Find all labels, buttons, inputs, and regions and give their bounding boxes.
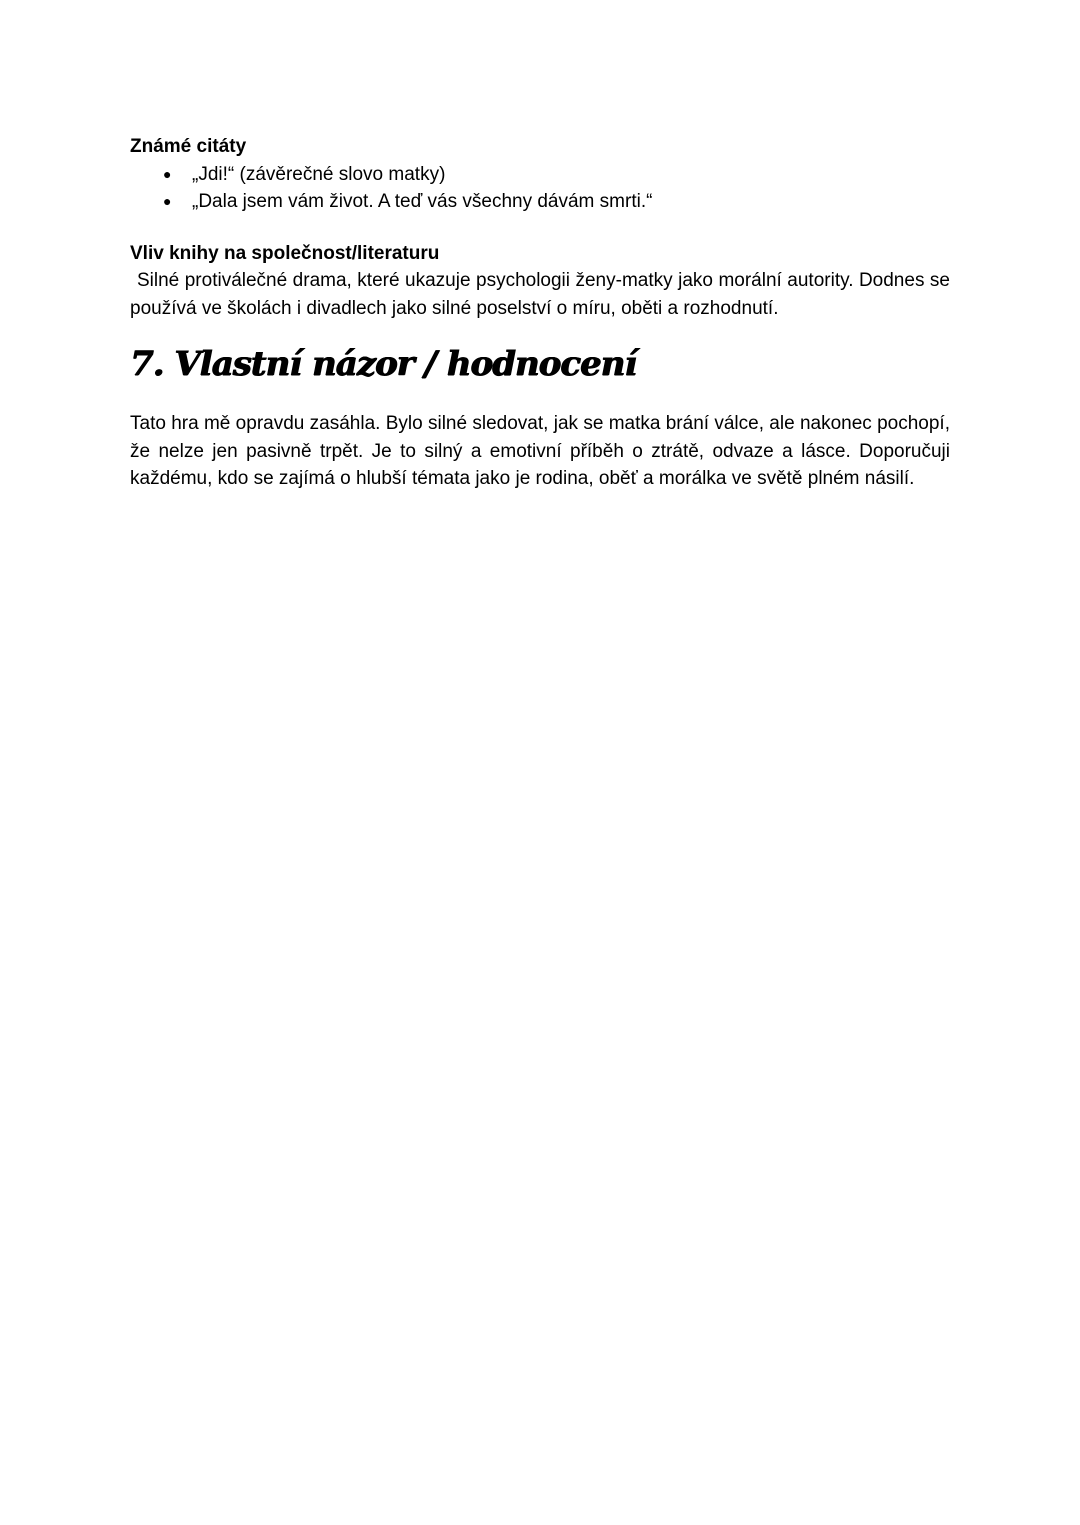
quote-text: „Jdi!“ (závěrečné slovo matky) <box>192 163 446 185</box>
list-item <box>130 188 950 216</box>
opinion-section-heading: 7. Vlastní názor / hodnocení <box>130 344 637 384</box>
bullet-icon: ● <box>163 165 172 182</box>
list-item <box>130 161 950 189</box>
known-quotes-heading: Známé citáty <box>130 136 247 157</box>
bullet-icon: ● <box>163 193 172 209</box>
known-quotes-list <box>130 161 950 216</box>
opinion-paragraph: Tato hra mě opravdu zasáhla. Bylo silné sledovat, jak se matka brání válce, ale nakonec pochopí, že nelze jen pasivně trpět. Je to silný a emotivní příběh o ztrátě, odvaze a lásce. Doporučuji každému, kdo se zajímá o hlubší témata jako je rodina, oběť a morálka ve světě plném násilí. <box>130 413 950 489</box>
quote-text: „Dala jsem vám život. A teď vás všechny dávám smrti.“ <box>192 191 653 212</box>
influence-heading: Vliv knihy na společnost/literaturu <box>130 242 440 264</box>
influence-paragraph: Silné protiválečné drama, které ukazuje psychologii ženy-matky jako morální autority. Dodnes se používá ve školách i divadlech jako silné poselství o míru, oběti a rozhodnutí. <box>130 270 950 319</box>
